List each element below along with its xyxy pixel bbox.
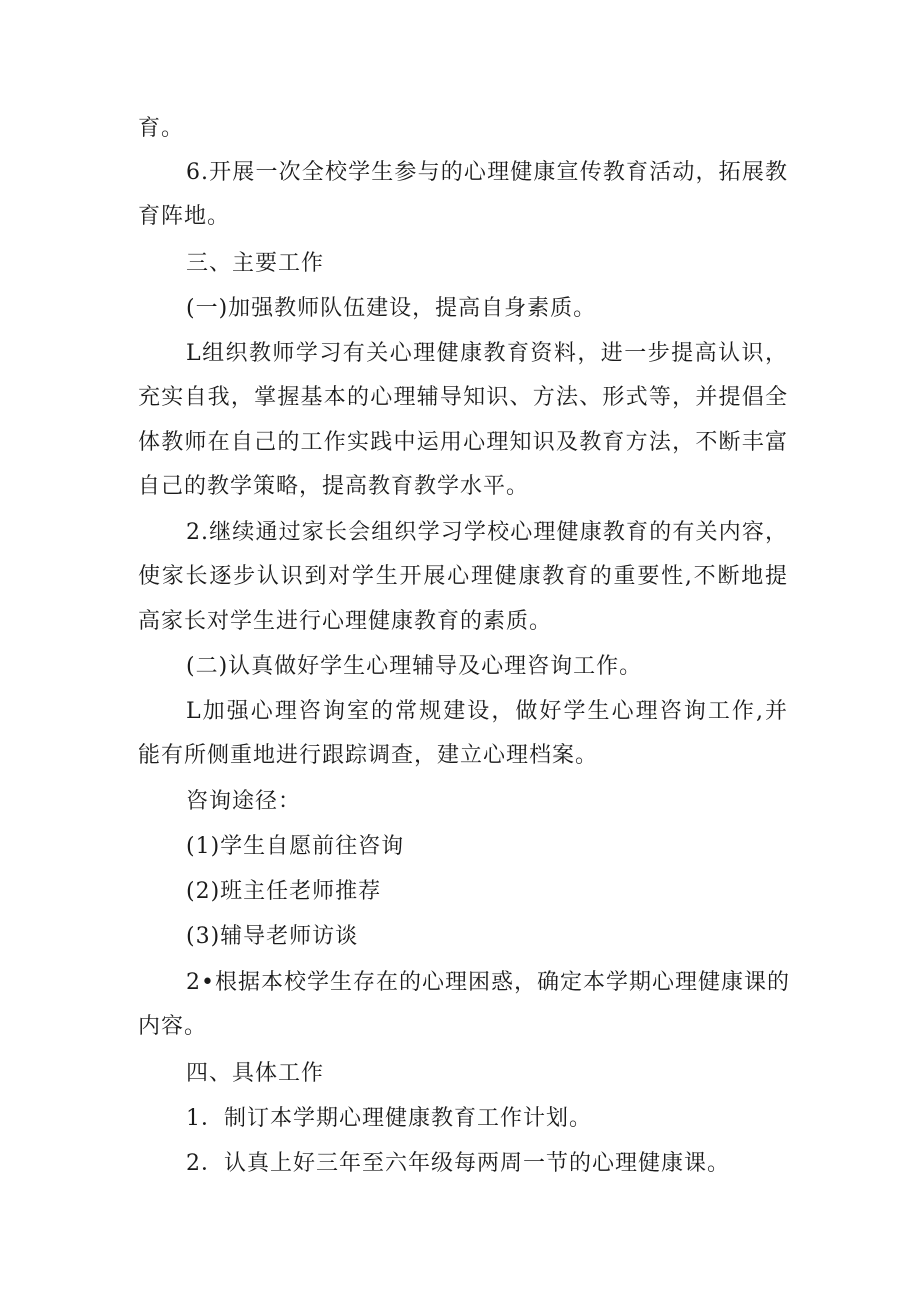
text-line: 自己的教学策略，提高教育教学水平。 (138, 474, 530, 499)
text-line: 6.开展一次全校学生参与的心理健康宣传教育活动，拓展教 (186, 160, 788, 185)
section-heading: 四、具体工作 (186, 1061, 325, 1086)
text-line: 能有所侧重地进行跟踪调查，建立心理档案。 (138, 743, 599, 768)
subsection-heading: (一)加强教师队伍建设，提高自身素质。 (186, 296, 597, 321)
text-line: 充实自我，掌握基本的心理辅导知识、方法、形式等，并提倡全 (138, 385, 788, 410)
list-item: (3)辅导老师访谈 (186, 924, 359, 949)
text-line: L加强心理咨询室的常规建设，做好学生心理咨询工作,并 (186, 699, 788, 724)
text-line: 育阵地。 (138, 204, 231, 229)
text-line: 育。 (138, 116, 185, 141)
list-item: (2)班主任老师推荐 (186, 879, 382, 904)
text-line: 使家长逐步认识到对学生开展心理健康教育的重要性,不断地提 (138, 564, 788, 589)
list-item: 2．认真上好三年至六年级每两周一节的心理健康课。 (186, 1151, 730, 1176)
text-line: 2.继续通过家长会组织学习学校心理健康教育的有关内容， (186, 520, 788, 545)
list-item: (1)学生自愿前往咨询 (186, 834, 405, 859)
text-line: 高家长对学生进行心理健康教育的素质。 (138, 609, 553, 634)
subsection-heading: (二)认真做好学生心理辅导及心理咨询工作。 (186, 654, 643, 679)
text-line: L组织教师学习有关心理健康教育资料，进一步提高认识， (186, 341, 788, 366)
section-heading: 三、主要工作 (186, 251, 325, 276)
list-item: 1．制订本学期心理健康教育工作计划。 (186, 1106, 592, 1131)
text-line: 内容。 (138, 1014, 208, 1039)
text-line: 2•根据本校学生存在的心理困惑，确定本学期心理健康课的 (186, 970, 790, 995)
text-line: 咨询途径： (186, 789, 302, 814)
text-line: 体教师在自己的工作实践中运用心理知识及教育方法，不断丰富 (138, 430, 788, 455)
